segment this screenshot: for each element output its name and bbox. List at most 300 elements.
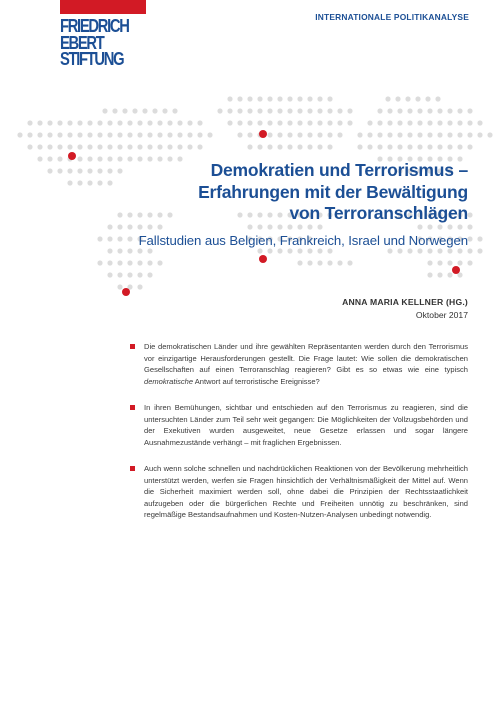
map-dot [157, 212, 162, 217]
map-dot [277, 144, 282, 149]
map-dot [117, 132, 122, 137]
map-dot [257, 144, 262, 149]
map-dot [377, 132, 382, 137]
map-dot [157, 120, 162, 125]
map-dot [27, 120, 32, 125]
map-dot [277, 96, 282, 101]
map-dot [447, 132, 452, 137]
map-dot [157, 132, 162, 137]
map-dot [397, 248, 402, 253]
map-dot [447, 224, 452, 229]
summary-bullet [130, 402, 468, 448]
map-dot [147, 224, 152, 229]
map-dot [237, 96, 242, 101]
map-dot [127, 236, 132, 241]
map-dot [87, 120, 92, 125]
map-dot [297, 96, 302, 101]
map-dot [477, 248, 482, 253]
map-dot [337, 108, 342, 113]
map-dot [247, 120, 252, 125]
map-dot [307, 144, 312, 149]
map-dot [467, 260, 472, 265]
map-dot [377, 144, 382, 149]
map-dot [287, 224, 292, 229]
map-dot [107, 168, 112, 173]
map-dot [57, 120, 62, 125]
map-dot [477, 132, 482, 137]
map-dot [287, 120, 292, 125]
map-dot [37, 144, 42, 149]
map-dot [307, 96, 312, 101]
bullet-emphasis: demokratische [144, 376, 194, 386]
map-dot [87, 168, 92, 173]
map-dot [147, 156, 152, 161]
map-dot [162, 108, 167, 113]
map-dot [67, 180, 72, 185]
map-dot [297, 224, 302, 229]
map-dot [227, 120, 232, 125]
map-dot [347, 260, 352, 265]
map-dot [297, 108, 302, 113]
map-dot [317, 96, 322, 101]
map-dot [427, 108, 432, 113]
map-dot [417, 224, 422, 229]
map-dot [147, 272, 152, 277]
fes-logo [60, 0, 146, 68]
map-dot [385, 96, 390, 101]
map-dot [457, 144, 462, 149]
map-dot [395, 96, 400, 101]
map-dot [177, 144, 182, 149]
map-dot [217, 108, 222, 113]
map-dot [117, 260, 122, 265]
map-dot [307, 260, 312, 265]
map-dot [127, 212, 132, 217]
bullet-square-icon [130, 466, 135, 471]
map-dot [107, 248, 112, 253]
map-dot [137, 212, 142, 217]
map-dot [267, 144, 272, 149]
author: ANNA MARIA KELLNER (HG.) [342, 297, 468, 307]
map-dot [437, 144, 442, 149]
subtitle: Fallstudien aus Belgien, Frankreich, Israel und Norwegen [138, 233, 468, 248]
map-dot [287, 108, 292, 113]
page-title [198, 160, 468, 225]
map-dot [47, 120, 52, 125]
map-dot [467, 224, 472, 229]
map-dot [437, 120, 442, 125]
map-dot [267, 96, 272, 101]
map-dot [427, 132, 432, 137]
map-dot [407, 132, 412, 137]
map-dot [117, 224, 122, 229]
map-dot [137, 224, 142, 229]
map-dot [122, 108, 127, 113]
map-dot [147, 132, 152, 137]
map-dot [307, 248, 312, 253]
map-dot [87, 144, 92, 149]
map-dot [127, 272, 132, 277]
map-dot [427, 272, 432, 277]
map-dot [467, 120, 472, 125]
map-dot [277, 108, 282, 113]
map-dot [107, 180, 112, 185]
map-highlight-dot [122, 288, 130, 296]
map-highlight-dot [452, 266, 460, 274]
map-dot [172, 108, 177, 113]
map-dot [57, 144, 62, 149]
map-dot [297, 260, 302, 265]
map-dot [307, 120, 312, 125]
map-dot [197, 120, 202, 125]
map-dot [117, 248, 122, 253]
map-dot [187, 132, 192, 137]
map-dot [397, 108, 402, 113]
map-dot [57, 156, 62, 161]
map-dot [357, 132, 362, 137]
map-dot [117, 156, 122, 161]
bullet-text [144, 341, 468, 387]
map-dot [377, 120, 382, 125]
map-dot [387, 120, 392, 125]
map-dot [107, 156, 112, 161]
map-dot [277, 132, 282, 137]
map-dot [257, 96, 262, 101]
summary-bullet [130, 463, 468, 521]
map-dot [307, 132, 312, 137]
map-dot [417, 108, 422, 113]
map-dot [167, 212, 172, 217]
map-dot [327, 108, 332, 113]
map-dot [37, 156, 42, 161]
map-dot [447, 248, 452, 253]
map-dot [317, 144, 322, 149]
map-dot [267, 108, 272, 113]
map-dot [127, 224, 132, 229]
map-dot [317, 224, 322, 229]
map-dot [387, 132, 392, 137]
map-dot [97, 132, 102, 137]
map-dot [37, 132, 42, 137]
summary-bullet [130, 341, 468, 387]
map-dot [347, 108, 352, 113]
map-dot [247, 108, 252, 113]
map-dot [287, 248, 292, 253]
logo-line-2: EBERT [60, 32, 104, 53]
map-dot [117, 168, 122, 173]
map-dot [425, 96, 430, 101]
map-dot [127, 120, 132, 125]
bullet-text: Auch wenn solche schnellen und nachdrücklichen Reaktionen von der Bevölkerung mehrheitlich unterstützt werden, werfen sie Fragen hinsichtlich der Verhältnismäßigkeit der Mittel auf. Wenn die Sicherheit maximiert werden soll, ohne dabei die Prinzipien der Rechtsstaatlichkeit aufzugeben oder die bürgerlichen Rechte und Freiheiten unnötig zu beschränken, sind regelmäßige Bestandsaufnahmen und Kosten-Nutzen-Analysen unbedingt notwendig. [144, 464, 468, 519]
bullet-text: In ihren Bemühungen, sichtbar und entschieden auf den Terrorismus zu reagieren, sind die untersuchten Länder zum Teil sehr weit gegangen: Die Möglichkeiten der Vollzugsbehörden und der Exekutiven wurden ausgeweitet, neue Gesetze erlassen und sogar längere Ausnahmezustände verhängt – mit fraglichen Ergebnissen. [144, 403, 468, 447]
map-dot [177, 156, 182, 161]
map-dot [467, 144, 472, 149]
map-dot [97, 144, 102, 149]
map-dot [147, 144, 152, 149]
map-dot [117, 144, 122, 149]
map-dot [257, 248, 262, 253]
map-dot [467, 248, 472, 253]
map-dot [157, 156, 162, 161]
map-dot [97, 156, 102, 161]
map-dot [197, 144, 202, 149]
map-dot [67, 120, 72, 125]
map-dot [337, 120, 342, 125]
map-dot [407, 144, 412, 149]
map-dot [47, 144, 52, 149]
map-dot [132, 108, 137, 113]
map-dot [227, 108, 232, 113]
map-dot [397, 120, 402, 125]
map-dot [327, 144, 332, 149]
map-dot [127, 156, 132, 161]
map-dot [87, 180, 92, 185]
map-dot [137, 284, 142, 289]
map-dot [467, 132, 472, 137]
map-dot [447, 144, 452, 149]
map-dot [27, 144, 32, 149]
map-dot [247, 144, 252, 149]
map-dot [267, 248, 272, 253]
map-dot [147, 248, 152, 253]
map-dot [107, 224, 112, 229]
map-dot [227, 96, 232, 101]
map-dot [117, 272, 122, 277]
map-dot [287, 132, 292, 137]
map-dot [157, 260, 162, 265]
map-dot [37, 120, 42, 125]
map-dot [387, 108, 392, 113]
title-line-1: Demokratien und Terrorismus – [210, 160, 468, 180]
logo-line-1: FRIEDRICH [60, 16, 129, 36]
map-dot [457, 108, 462, 113]
map-dot [435, 96, 440, 101]
map-dot [127, 260, 132, 265]
map-dot [247, 132, 252, 137]
map-dot [467, 212, 472, 217]
map-dot [437, 224, 442, 229]
map-dot [97, 168, 102, 173]
publication-date: Oktober 2017 [415, 310, 468, 320]
map-dot [117, 120, 122, 125]
map-dot [405, 96, 410, 101]
map-dot [387, 248, 392, 253]
map-dot [107, 272, 112, 277]
map-highlight-dot [259, 255, 267, 263]
summary-bullets [130, 341, 468, 536]
map-dot [102, 108, 107, 113]
map-dot [67, 132, 72, 137]
map-dot [77, 144, 82, 149]
map-dot [357, 144, 362, 149]
map-dot [112, 108, 117, 113]
map-dot [257, 224, 262, 229]
map-dot [467, 108, 472, 113]
map-dot [347, 120, 352, 125]
map-dot [77, 132, 82, 137]
map-dot [107, 236, 112, 241]
map-dot [457, 248, 462, 253]
map-dot [157, 144, 162, 149]
map-dot [27, 132, 32, 137]
map-dot [367, 132, 372, 137]
logo-wordmark [60, 18, 146, 68]
map-dot [327, 132, 332, 137]
map-dot [417, 248, 422, 253]
map-dot [147, 120, 152, 125]
map-dot [477, 236, 482, 241]
logo-line-3: STIFTUNG [60, 49, 124, 69]
map-dot [147, 260, 152, 265]
map-dot [327, 260, 332, 265]
map-dot [327, 96, 332, 101]
map-dot [97, 120, 102, 125]
map-dot [297, 144, 302, 149]
map-dot [107, 260, 112, 265]
logo-red-bar [60, 0, 146, 14]
map-dot [417, 144, 422, 149]
map-dot [117, 284, 122, 289]
map-dot [157, 224, 162, 229]
bullet-text-part: Die demokratischen Länder und ihre gewählten Repräsentanten werden durch den Terrorismus vor einzigartige Herausforderungen gestellt. Die Frage lautet: Wie sollen die demokratischen Gesellschaften auf einen Terroranschlag reagieren? Gibt es so etwas wie eine typisch [144, 342, 468, 374]
map-dot [267, 132, 272, 137]
map-dot [247, 224, 252, 229]
bullet-square-icon [130, 344, 135, 349]
map-dot [77, 156, 82, 161]
map-dot [307, 224, 312, 229]
map-dot [187, 120, 192, 125]
map-dot [97, 236, 102, 241]
map-highlight-dot [68, 152, 76, 160]
map-dot [317, 120, 322, 125]
map-dot [97, 260, 102, 265]
map-dot [277, 120, 282, 125]
map-dot [415, 96, 420, 101]
map-dot [137, 260, 142, 265]
map-dot [437, 132, 442, 137]
title-line-2: Erfahrungen mit der Bewältigung [198, 181, 468, 202]
map-dot [47, 156, 52, 161]
map-dot [127, 144, 132, 149]
map-dot [407, 120, 412, 125]
map-dot [447, 272, 452, 277]
map-dot [417, 120, 422, 125]
map-dot [237, 108, 242, 113]
map-dot [457, 132, 462, 137]
map-dot [147, 212, 152, 217]
map-dot [447, 120, 452, 125]
map-dot [87, 132, 92, 137]
map-dot [407, 108, 412, 113]
map-dot [407, 248, 412, 253]
map-dot [47, 168, 52, 173]
map-dot [317, 108, 322, 113]
map-dot [457, 260, 462, 265]
map-dot [297, 120, 302, 125]
map-dot [297, 132, 302, 137]
map-dot [167, 120, 172, 125]
map-dot [127, 132, 132, 137]
map-dot [137, 248, 142, 253]
map-dot [287, 96, 292, 101]
map-dot [427, 248, 432, 253]
map-dot [317, 260, 322, 265]
map-dot [267, 120, 272, 125]
map-dot [317, 132, 322, 137]
map-dot [307, 108, 312, 113]
map-dot [137, 272, 142, 277]
map-dot [257, 108, 262, 113]
map-dot [127, 248, 132, 253]
map-dot [142, 108, 147, 113]
map-dot [317, 248, 322, 253]
map-dot [107, 144, 112, 149]
map-dot [277, 224, 282, 229]
map-dot [337, 260, 342, 265]
map-dot [167, 144, 172, 149]
map-dot [177, 132, 182, 137]
map-dot [77, 180, 82, 185]
map-dot [397, 144, 402, 149]
map-dot [137, 120, 142, 125]
map-dot [87, 156, 92, 161]
map-dot [17, 132, 22, 137]
map-dot [77, 120, 82, 125]
map-dot [417, 132, 422, 137]
series-label: INTERNATIONALE POLITIKANALYSE [315, 12, 469, 22]
map-dot [427, 144, 432, 149]
bullet-square-icon [130, 405, 135, 410]
map-dot [247, 96, 252, 101]
map-dot [427, 120, 432, 125]
map-dot [437, 272, 442, 277]
map-dot [197, 132, 202, 137]
map-dot [177, 120, 182, 125]
map-dot [107, 120, 112, 125]
map-dot [257, 120, 262, 125]
map-dot [447, 108, 452, 113]
map-dot [437, 108, 442, 113]
map-dot [77, 168, 82, 173]
map-dot [367, 120, 372, 125]
map-dot [277, 248, 282, 253]
map-dot [207, 132, 212, 137]
map-dot [67, 168, 72, 173]
map-dot [337, 132, 342, 137]
map-dot [237, 120, 242, 125]
map-dot [137, 144, 142, 149]
map-dot [377, 108, 382, 113]
map-dot [297, 248, 302, 253]
map-dot [397, 132, 402, 137]
map-dot [117, 212, 122, 217]
map-dot [287, 144, 292, 149]
map-dot [167, 132, 172, 137]
map-dot [152, 108, 157, 113]
map-dot [487, 132, 492, 137]
map-dot [137, 132, 142, 137]
map-dot [447, 260, 452, 265]
map-dot [167, 156, 172, 161]
map-dot [57, 168, 62, 173]
map-dot [327, 248, 332, 253]
map-dot [267, 224, 272, 229]
map-dot [327, 120, 332, 125]
map-dot [57, 132, 62, 137]
map-dot [467, 236, 472, 241]
map-dot [427, 224, 432, 229]
map-dot [107, 132, 112, 137]
